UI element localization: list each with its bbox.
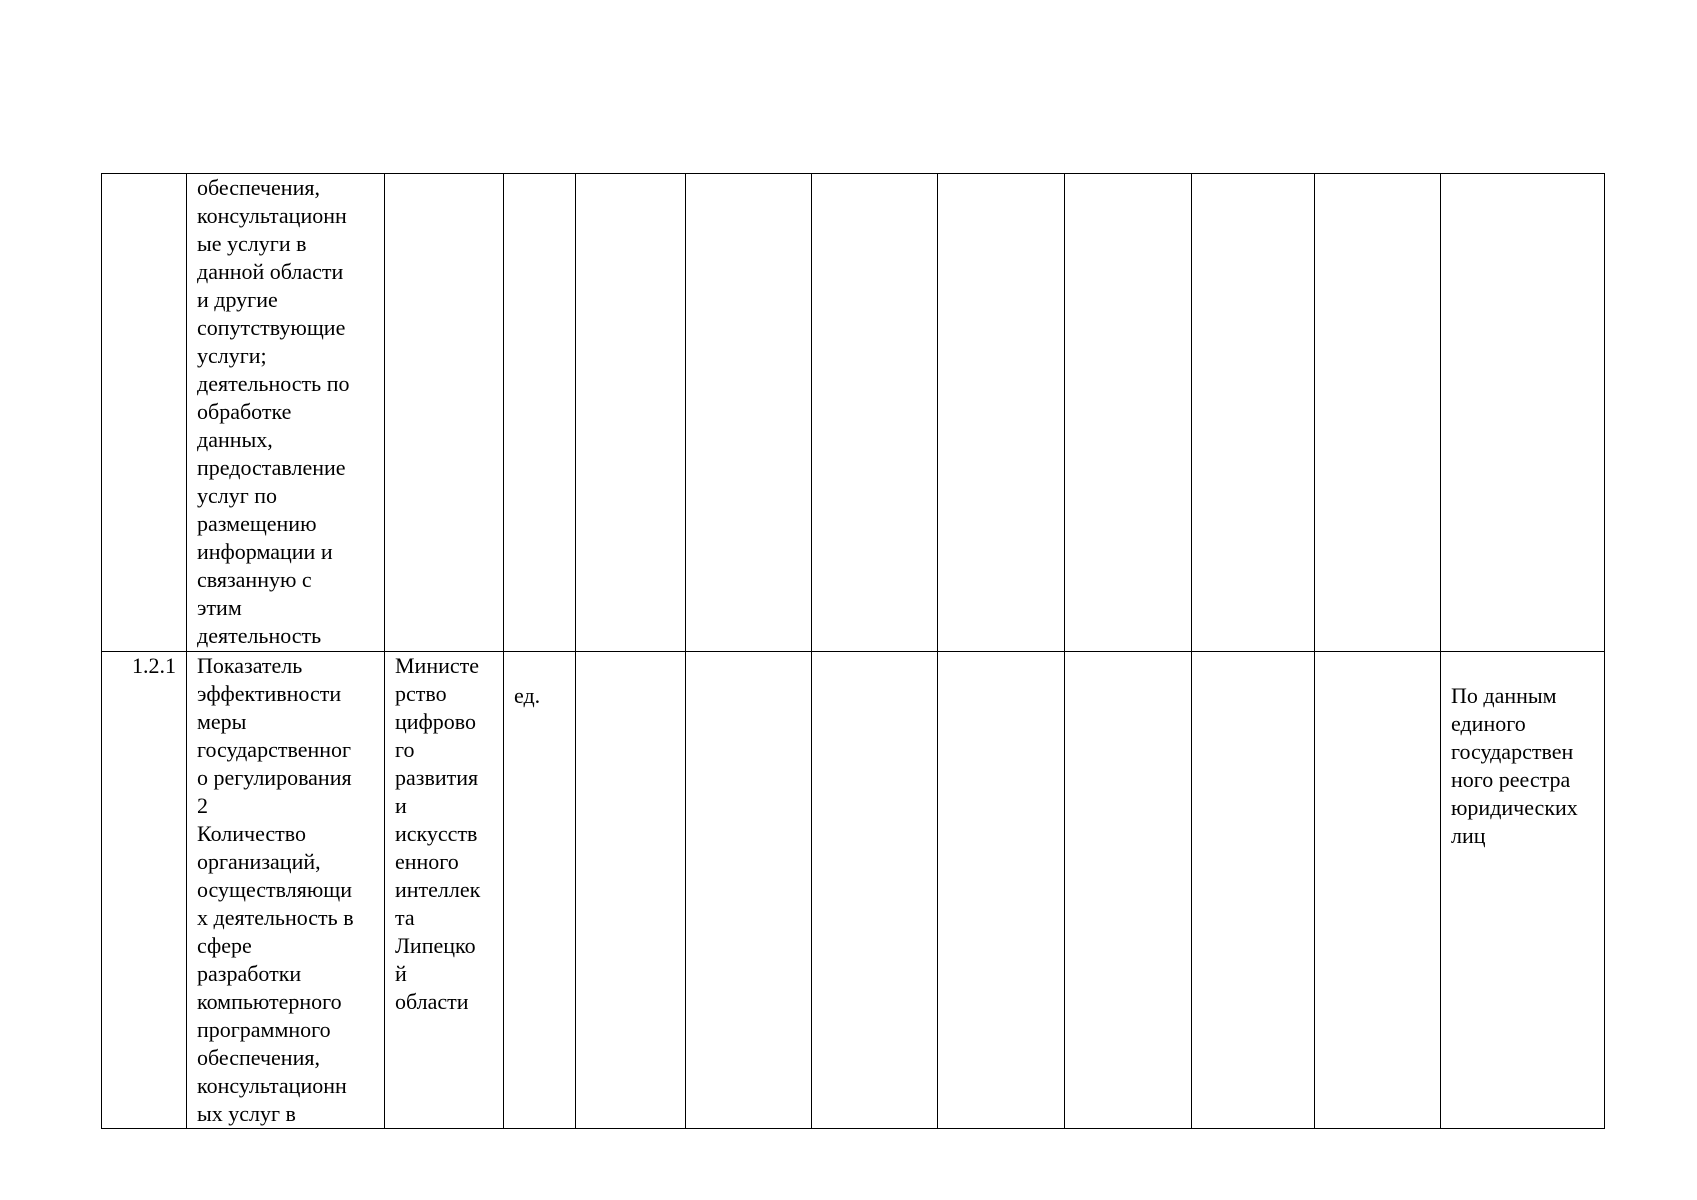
- responsible-line: и: [395, 793, 407, 818]
- description-line: этим: [197, 595, 242, 620]
- description-line: обеспечения,: [197, 1045, 320, 1070]
- description-line: Показатель: [197, 653, 303, 678]
- description-line: консультационн: [197, 1073, 347, 1098]
- responsible-line: енного: [395, 849, 459, 874]
- source-line: единого: [1451, 711, 1526, 736]
- responsible-line: интеллек: [395, 877, 481, 902]
- responsible-line: развития: [395, 765, 479, 790]
- description-line: осуществляющи: [197, 877, 352, 902]
- description-line: государственног: [197, 737, 352, 762]
- value-cell: [812, 652, 938, 1129]
- description-line: сфере: [197, 933, 252, 958]
- source-cell: [1441, 652, 1605, 1129]
- value-cell: [812, 174, 938, 652]
- description-line: эффективности: [197, 681, 342, 706]
- description-line: услуги;: [197, 343, 267, 368]
- table-row: [102, 652, 1605, 1129]
- row-number-cell: 1.2.1: [102, 652, 187, 1129]
- description-line: информации и: [197, 539, 333, 564]
- responsible-cell: [385, 652, 504, 1129]
- description-line: о регулирования: [197, 765, 352, 790]
- description-line: программного: [197, 1017, 331, 1042]
- description-line: связанную с: [197, 567, 312, 592]
- document-table: [101, 173, 1605, 1129]
- responsible-line: области: [395, 989, 469, 1014]
- description-line: х деятельность в: [197, 905, 354, 930]
- value-cell: [1315, 174, 1441, 652]
- description-line: меры: [197, 709, 247, 734]
- responsible-cell: [385, 174, 504, 652]
- responsible-line: Министе: [395, 653, 480, 678]
- description-line: ых услуг в: [197, 1101, 296, 1126]
- description-line: данных,: [197, 427, 273, 452]
- description-line: 2: [197, 793, 208, 818]
- description-line: разработки: [197, 961, 302, 986]
- source-line: лиц: [1451, 823, 1486, 848]
- table-row: [102, 174, 1605, 652]
- indicator-description-cell: [187, 174, 385, 652]
- source-line: юридических: [1451, 795, 1578, 820]
- description-line: организаций,: [197, 849, 321, 874]
- responsible-line: й: [395, 961, 407, 986]
- value-cell: [1065, 652, 1192, 1129]
- description-line: размещению: [197, 511, 317, 536]
- unit-cell: ед.: [504, 652, 576, 1129]
- description-line: и другие: [197, 287, 278, 312]
- description-line: обработке: [197, 399, 292, 424]
- responsible-line: го: [395, 737, 415, 762]
- description-line: консультационн: [197, 203, 347, 228]
- value-cell: [576, 652, 686, 1129]
- value-cell: [938, 652, 1065, 1129]
- source-cell: [1441, 174, 1605, 652]
- responsible-line: цифрово: [395, 709, 477, 734]
- source-line: государствен: [1451, 739, 1574, 764]
- description-line: компьютерного: [197, 989, 342, 1014]
- description-line: услуг по: [197, 483, 278, 508]
- description-line: Количество: [197, 821, 307, 846]
- value-cell: [1065, 174, 1192, 652]
- source-line: ного реестра: [1451, 767, 1571, 792]
- value-cell: [1315, 652, 1441, 1129]
- description-line: предоставление: [197, 455, 346, 480]
- unit-cell: [504, 174, 576, 652]
- value-cell: [576, 174, 686, 652]
- source-line: По данным: [1451, 683, 1557, 708]
- description-line: ые услуги в: [197, 231, 307, 256]
- description-line: обеспечения,: [197, 175, 320, 200]
- responsible-line: та: [395, 905, 415, 930]
- description-line: деятельность по: [197, 371, 350, 396]
- indicator-description-cell: [187, 652, 385, 1129]
- description-line: сопутствующие: [197, 315, 346, 340]
- description-line: данной области: [197, 259, 344, 284]
- value-cell: [686, 652, 812, 1129]
- value-cell: [1192, 174, 1315, 652]
- value-cell: [686, 174, 812, 652]
- value-cell: [1192, 652, 1315, 1129]
- row-number-cell: [102, 174, 187, 652]
- responsible-line: искусств: [395, 821, 478, 846]
- responsible-line: рство: [395, 681, 447, 706]
- responsible-line: Липецко: [395, 933, 476, 958]
- description-line: деятельность: [197, 623, 322, 648]
- value-cell: [938, 174, 1065, 652]
